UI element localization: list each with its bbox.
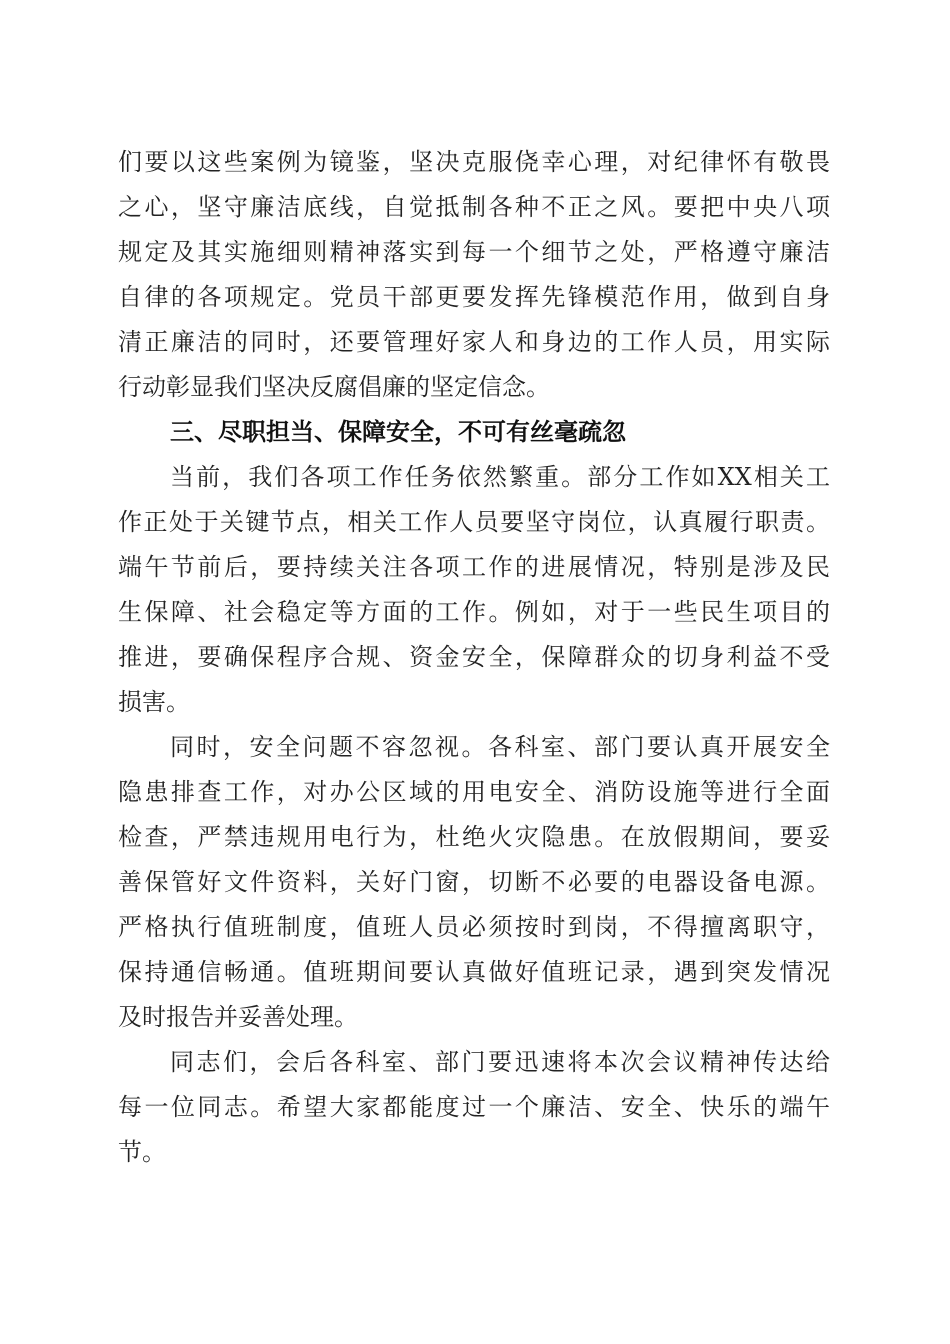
text-line: 善保管好文件资料，关好门窗，切断不必要的电器设备电源。 xyxy=(118,868,830,896)
text-line: 检查，严禁违规用电行为，杜绝火灾隐患。在放假期间，要妥 xyxy=(118,823,830,851)
text-line: 严格执行值班制度，值班人员必须按时到岗，不得擅离职守， xyxy=(118,913,830,941)
text-line: 节。 xyxy=(118,1138,166,1166)
text-line: 同志们，会后各科室、部门要迅速将本次会议精神传达给 xyxy=(170,1048,830,1076)
text-line: 推进，要确保程序合规、资金安全，保障群众的切身利益不受 xyxy=(118,643,830,671)
text-line: 及时报告并妥善处理。 xyxy=(118,1003,358,1031)
paragraph-closing xyxy=(118,1040,830,1175)
text-line: 行动彰显我们坚决反腐倡廉的坚定信念。 xyxy=(118,373,550,401)
text-line: 同时，安全问题不容忽视。各科室、部门要认真开展安全 xyxy=(170,733,830,761)
paragraph-integrity xyxy=(118,140,830,410)
text-line: 们要以这些案例为镜鉴，坚决克服侥幸心理，对纪律怀有敬畏 xyxy=(118,148,830,176)
section-heading: 三、尽职担当、保障安全，不可有丝毫疏忽 xyxy=(170,418,626,446)
text-line: 保持通信畅通。值班期间要认真做好值班记录，遇到突发情况 xyxy=(118,958,830,986)
text-line: 损害。 xyxy=(118,688,190,716)
text-line: 每一位同志。希望大家都能度过一个廉洁、安全、快乐的端午 xyxy=(118,1093,830,1121)
text-line: 之心，坚守廉洁底线，自觉抵制各种不正之风。要把中央八项 xyxy=(118,193,830,221)
text-line: 端午节前后，要持续关注各项工作的进展情况，特别是涉及民 xyxy=(118,553,830,581)
paragraph-safety xyxy=(118,725,830,1040)
text-line: 隐患排查工作，对办公区域的用电安全、消防设施等进行全面 xyxy=(118,778,830,806)
text-line: 自律的各项规定。党员干部更要发挥先锋模范作用，做到自身 xyxy=(118,283,830,311)
text-line: 当前，我们各项工作任务依然繁重。部分工作如XX相关工 xyxy=(170,463,830,491)
text-line: 作正处于关键节点，相关工作人员要坚守岗位，认真履行职责。 xyxy=(118,508,830,536)
text-line: 清正廉洁的同时，还要管理好家人和身边的工作人员，用实际 xyxy=(118,328,830,356)
document-body xyxy=(118,140,830,1175)
paragraph-duties xyxy=(118,455,830,725)
text-line: 规定及其实施细则精神落实到每一个细节之处，严格遵守廉洁 xyxy=(118,238,830,266)
text-line: 生保障、社会稳定等方面的工作。例如，对于一些民生项目的 xyxy=(118,598,830,626)
